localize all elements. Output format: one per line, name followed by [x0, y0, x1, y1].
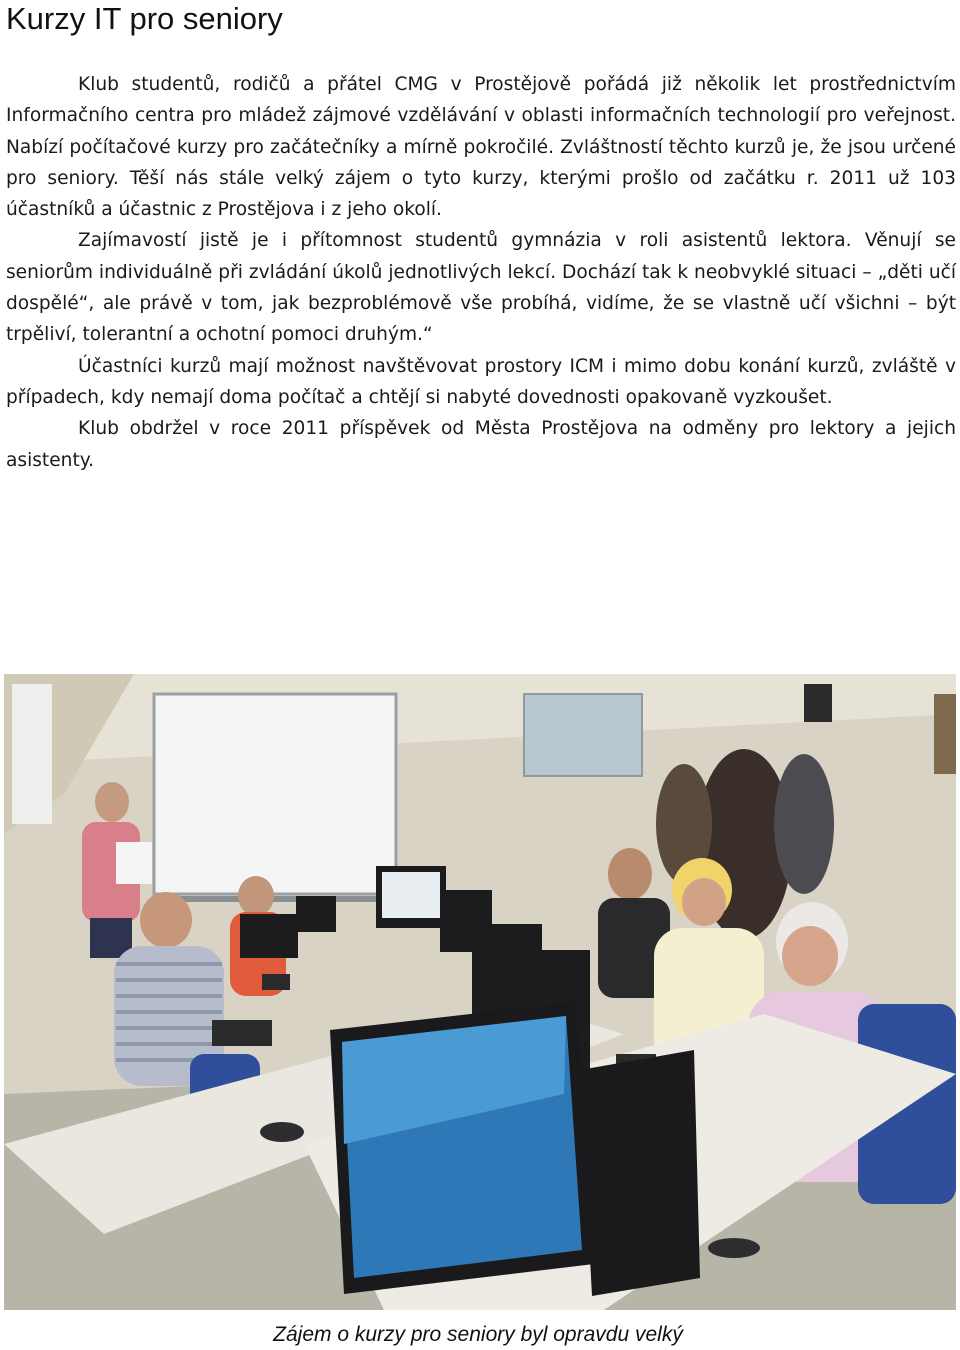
photo-caption: Zájem o kurzy pro seniory byl opravdu velký — [273, 1323, 683, 1346]
paragraph-4: Klub obdržel v roce 2011 příspěvek od Města Prostějova na odměny pro lektory a jejich asistenty. — [6, 418, 956, 471]
article-body — [6, 69, 956, 476]
paragraph-3: Účastníci kurzů mají možnost navštěvovat prostory ICM i mimo dobu konání kurzů, zvláště v případech, kdy nemají doma počítač a chtějí si nabyté dovednosti opakovaně vyzkoušet. — [6, 355, 956, 408]
classroom-photo-illustration — [4, 674, 956, 1310]
paragraph-1: Klub studentů, rodičů a přátel CMG v Prostějově pořádá již několik let prostřednictvím Informačního centra pro mládež zájmové vzdělávání v oblasti informačních technologií pro veřejnost. Nabízí počítačové kurzy pro začátečníky a mírně pokročilé. Zvláštností těchto kurzů je, že jsou určené pro seniory. Těší nás stále velký zájem o tyto kurzy, kterými prošlo od začátku r. 2011 už 103 účastníků a účastnic z Prostějova i z jeho okolí. — [6, 74, 956, 221]
paragraph-2: Zajímavostí jistě je i přítomnost studentů gymnázia v roli asistentů lektora. Věnují se seniorům individuálně při zvládání úkolů jednotlivých lekcí. Dochází tak k neobvyklé situaci – „děti učí dospělé“, ale právě v tom, jak bezproblémově vše probíhá, vidíme, že se vlastně učí všichni – být trpěliví, tolerantní a ochotní pomoci druhým.“ — [6, 230, 956, 346]
page-title: Kurzy IT pro seniory — [6, 1, 283, 36]
classroom-photo — [4, 674, 956, 1310]
